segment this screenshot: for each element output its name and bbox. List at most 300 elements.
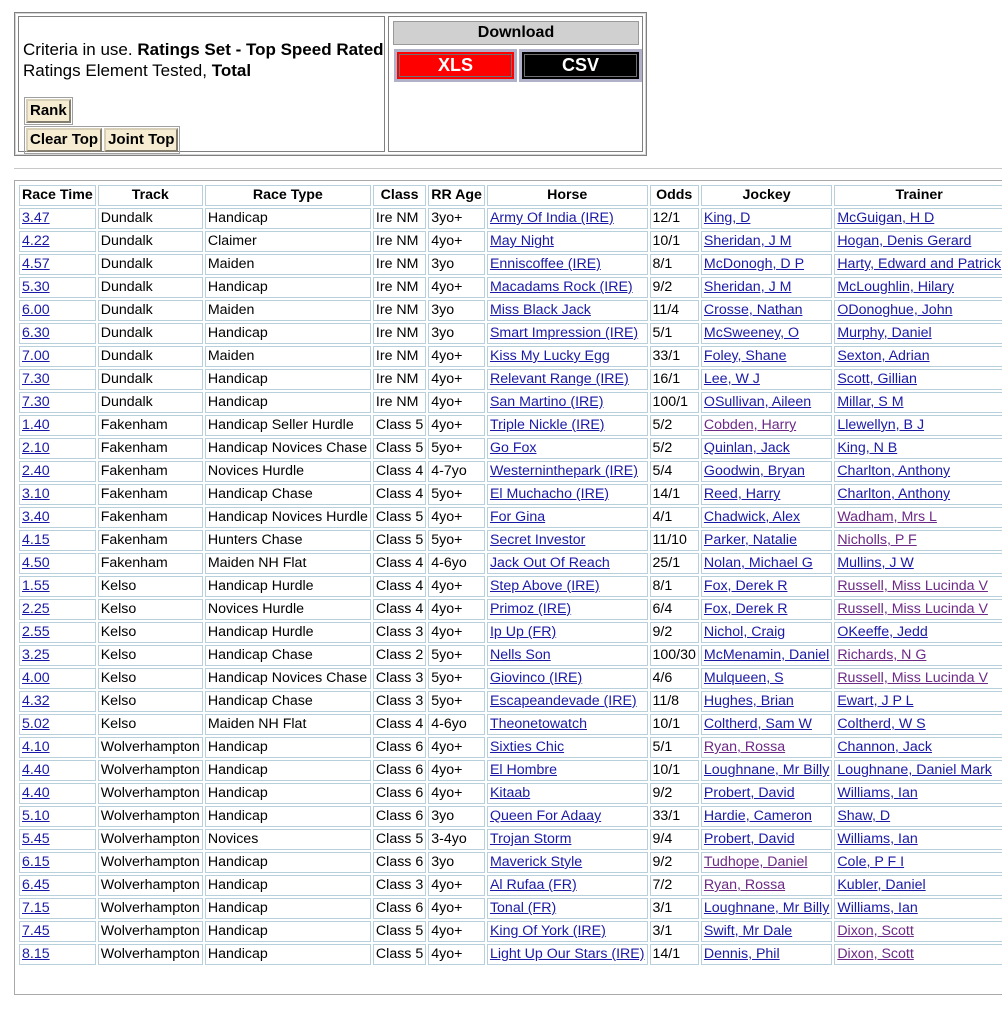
jockey-cell <box>701 622 832 643</box>
trainer-link[interactable]: Dixon, Scott <box>837 923 914 939</box>
horse-cell <box>487 737 648 758</box>
download-csv-button[interactable]: CSV <box>519 49 642 82</box>
trainer-cell <box>834 714 1002 735</box>
jockey-link[interactable]: Foley, Shane <box>703 348 787 364</box>
trainer-link[interactable]: Murphy, Daniel <box>837 325 932 341</box>
odds-cell: 14/1 <box>650 484 699 505</box>
horse-link[interactable]: Trojan Storm <box>489 831 572 847</box>
jockey-link[interactable]: Ryan, Rossa <box>703 877 786 893</box>
type-cell: Handicap Chase <box>205 645 371 666</box>
race-time-link[interactable]: 7.30 <box>22 371 50 387</box>
trainer-link[interactable]: Channon, Jack <box>837 739 932 755</box>
horse-link[interactable]: King Of York (IRE) <box>489 923 606 939</box>
horse-link[interactable]: Secret Investor <box>489 532 586 548</box>
age-cell: 4yo+ <box>428 944 485 965</box>
jockey-link[interactable]: King, D <box>703 210 751 226</box>
race-time-link[interactable]: 4.10 <box>22 739 50 755</box>
age-cell: 4yo+ <box>428 392 485 413</box>
jockey-link[interactable]: Goodwin, Bryan <box>703 463 805 479</box>
time-cell <box>19 645 96 666</box>
class-cell: Class 6 <box>373 806 426 827</box>
trainer-cell <box>834 622 1002 643</box>
horse-link[interactable]: Kiss My Lucky Egg <box>489 348 610 364</box>
horse-link[interactable]: Giovinco (IRE) <box>489 670 583 686</box>
horse-link[interactable]: El Hombre <box>489 762 557 778</box>
horse-link[interactable]: Go Fox <box>489 440 537 456</box>
jockey-cell <box>701 231 832 252</box>
jockey-cell <box>701 668 832 689</box>
table-row <box>19 392 1002 413</box>
horse-link[interactable]: Westerninthepark (IRE) <box>489 463 638 479</box>
class-cell: Class 5 <box>373 829 426 850</box>
time-cell <box>19 553 96 574</box>
race-time-link[interactable]: 3.10 <box>22 486 50 502</box>
jockey-link[interactable]: Crosse, Nathan <box>703 302 803 318</box>
trainer-link[interactable]: Kubler, Daniel <box>837 877 926 893</box>
type-cell: Handicap <box>205 208 371 229</box>
age-cell: 3-4yo <box>428 829 485 850</box>
time-cell <box>19 392 96 413</box>
odds-cell: 11/10 <box>650 530 699 551</box>
odds-cell: 10/1 <box>650 714 699 735</box>
track-cell: Dundalk <box>98 277 203 298</box>
type-cell: Handicap <box>205 760 371 781</box>
age-cell: 4yo+ <box>428 507 485 528</box>
odds-cell: 11/8 <box>650 691 699 712</box>
trainer-link[interactable]: King, N B <box>837 440 898 456</box>
trainer-link[interactable]: Williams, Ian <box>837 785 918 801</box>
age-cell: 5yo+ <box>428 691 485 712</box>
trainer-link[interactable]: Hogan, Denis Gerard <box>837 233 972 249</box>
trainer-link[interactable]: Shaw, D <box>837 808 891 824</box>
horse-link[interactable]: El Muchacho (IRE) <box>489 486 610 502</box>
trainer-cell <box>834 691 1002 712</box>
race-time-link[interactable]: 5.02 <box>22 716 50 732</box>
class-cell: Class 4 <box>373 576 426 597</box>
track-cell: Dundalk <box>98 300 203 321</box>
download-heading: Download <box>393 21 639 45</box>
trainer-link[interactable]: McGuigan, H D <box>837 210 935 226</box>
horse-cell <box>487 783 648 804</box>
jockey-link[interactable]: Sheridan, J M <box>703 279 792 295</box>
trainer-link[interactable]: Charlton, Anthony <box>837 463 951 479</box>
trainer-link[interactable]: Richards, N G <box>837 647 927 663</box>
horse-link[interactable]: Escapeandevade (IRE) <box>489 693 637 709</box>
jockey-link[interactable]: Fox, Derek R <box>703 578 788 594</box>
jockey-cell <box>701 944 832 965</box>
time-cell <box>19 507 96 528</box>
trainer-link[interactable]: Dixon, Scott <box>837 946 914 962</box>
track-cell: Fakenham <box>98 415 203 436</box>
type-cell: Claimer <box>205 231 371 252</box>
horse-link[interactable]: Sixties Chic <box>489 739 565 755</box>
horse-cell <box>487 875 648 896</box>
jockey-link[interactable]: Quinlan, Jack <box>703 440 790 456</box>
race-time-link[interactable]: 7.00 <box>22 348 50 364</box>
trainer-link[interactable]: McLoughlin, Hilary <box>837 279 955 295</box>
horse-link[interactable]: Al Rufaa (FR) <box>489 877 577 893</box>
col-header-race-type: Race Type <box>205 185 371 206</box>
trainer-cell <box>834 277 1002 298</box>
rank-button[interactable]: Rank <box>26 99 71 123</box>
class-cell: Class 6 <box>373 898 426 919</box>
jockey-link[interactable]: Swift, Mr Dale <box>703 923 793 939</box>
horse-cell <box>487 599 648 620</box>
trainer-cell <box>834 346 1002 367</box>
trainer-link[interactable]: Loughnane, Daniel Mark <box>837 762 992 778</box>
top-buttons-group <box>24 126 180 154</box>
race-time-link[interactable]: 3.47 <box>22 210 50 226</box>
horse-link[interactable]: Light Up Our Stars (IRE) <box>489 946 645 962</box>
track-cell: Dundalk <box>98 369 203 390</box>
table-row <box>19 760 1002 781</box>
race-time-link[interactable]: 3.25 <box>22 647 50 663</box>
race-time-link[interactable]: 6.15 <box>22 854 50 870</box>
race-time-link[interactable]: 6.30 <box>22 325 50 341</box>
time-cell <box>19 944 96 965</box>
horse-link[interactable]: Army Of India (IRE) <box>489 210 614 226</box>
clear-top-button[interactable]: Clear Top <box>26 128 102 152</box>
track-cell: Fakenham <box>98 553 203 574</box>
class-cell: Class 4 <box>373 714 426 735</box>
trainer-link[interactable]: Williams, Ian <box>837 900 918 916</box>
class-cell: Class 5 <box>373 415 426 436</box>
jockey-link[interactable]: Hughes, Brian <box>703 693 794 709</box>
type-cell: Maiden <box>205 254 371 275</box>
time-cell <box>19 875 96 896</box>
trainer-cell <box>834 760 1002 781</box>
race-time-link[interactable]: 4.40 <box>22 762 50 778</box>
track-cell: Fakenham <box>98 438 203 459</box>
criteria-cell <box>18 16 385 152</box>
race-time-link[interactable]: 2.10 <box>22 440 50 456</box>
table-row <box>19 254 1002 275</box>
race-time-link[interactable]: 7.30 <box>22 394 50 410</box>
horse-cell <box>487 553 648 574</box>
race-time-link[interactable]: 1.55 <box>22 578 50 594</box>
time-cell <box>19 829 96 850</box>
trainer-cell <box>834 231 1002 252</box>
type-cell: Novices Hurdle <box>205 461 371 482</box>
jockey-link[interactable]: Mulqueen, S <box>703 670 784 686</box>
race-time-link[interactable]: 2.25 <box>22 601 50 617</box>
horse-link[interactable]: Maverick Style <box>489 854 583 870</box>
jockey-cell <box>701 530 832 551</box>
jockey-cell <box>701 783 832 804</box>
trainer-link[interactable]: Scott, Gillian <box>837 371 917 387</box>
race-time-link[interactable]: 6.45 <box>22 877 50 893</box>
jockey-link[interactable]: Coltherd, Sam W <box>703 716 812 732</box>
download-cell <box>388 16 643 152</box>
odds-cell: 5/1 <box>650 323 699 344</box>
horse-link[interactable]: Primoz (IRE) <box>489 601 572 617</box>
jockey-link[interactable]: Loughnane, Mr Billy <box>703 762 830 778</box>
type-cell: Novices <box>205 829 371 850</box>
trainer-link[interactable]: Wadham, Mrs L <box>837 509 937 525</box>
race-time-link[interactable]: 5.10 <box>22 808 50 824</box>
time-cell <box>19 599 96 620</box>
horse-link[interactable]: Enniscoffee (IRE) <box>489 256 601 272</box>
class-cell: Class 3 <box>373 668 426 689</box>
trainer-link[interactable]: Nicholls, P F <box>837 532 917 548</box>
table-row <box>19 783 1002 804</box>
horse-link[interactable]: Miss Black Jack <box>489 302 591 318</box>
jockey-link[interactable]: McDonogh, D P <box>703 256 805 272</box>
jockey-link[interactable]: Fox, Derek R <box>703 601 788 617</box>
odds-cell: 25/1 <box>650 553 699 574</box>
age-cell: 4yo+ <box>428 875 485 896</box>
race-time-link[interactable]: 6.00 <box>22 302 50 318</box>
time-cell <box>19 530 96 551</box>
horse-link[interactable]: Theonetowatch <box>489 716 587 732</box>
trainer-cell <box>834 599 1002 620</box>
trainer-link[interactable]: Millar, S M <box>837 394 904 410</box>
horse-cell <box>487 898 648 919</box>
trainer-cell <box>834 323 1002 344</box>
trainer-link[interactable]: Coltherd, W S <box>837 716 926 732</box>
trainer-cell <box>834 530 1002 551</box>
race-time-link[interactable]: 8.15 <box>22 946 50 962</box>
type-cell: Handicap <box>205 875 371 896</box>
race-time-link[interactable]: 4.57 <box>22 256 50 272</box>
class-cell: Ire NM <box>373 323 426 344</box>
jockey-link[interactable]: Hardie, Cameron <box>703 808 812 824</box>
horse-cell <box>487 944 648 965</box>
trainer-link[interactable]: Ewart, J P L <box>837 693 914 709</box>
trainer-cell <box>834 369 1002 390</box>
race-time-link[interactable]: 2.40 <box>22 463 50 479</box>
section-divider <box>14 168 1002 169</box>
jockey-link[interactable]: Parker, Natalie <box>703 532 797 548</box>
joint-top-button[interactable]: Joint Top <box>104 128 178 152</box>
trainer-cell <box>834 898 1002 919</box>
horse-link[interactable]: For Gina <box>489 509 546 525</box>
jockey-cell <box>701 300 832 321</box>
horse-cell <box>487 921 648 942</box>
trainer-cell <box>834 300 1002 321</box>
horse-cell <box>487 760 648 781</box>
horse-link[interactable]: Queen For Adaay <box>489 808 602 824</box>
class-cell: Class 4 <box>373 484 426 505</box>
time-cell <box>19 783 96 804</box>
jockey-cell <box>701 438 832 459</box>
jockey-link[interactable]: Probert, David <box>703 785 795 801</box>
horse-link[interactable]: Nells Son <box>489 647 551 663</box>
horse-link[interactable]: Kitaab <box>489 785 531 801</box>
col-header-trainer: Trainer <box>834 185 1002 206</box>
jockey-cell <box>701 346 832 367</box>
horse-link[interactable]: Ip Up (FR) <box>489 624 557 640</box>
horse-link[interactable]: Jack Out Of Reach <box>489 555 610 571</box>
class-cell: Ire NM <box>373 300 426 321</box>
table-row <box>19 438 1002 459</box>
horse-link[interactable]: San Martino (IRE) <box>489 394 604 410</box>
type-cell: Handicap Hurdle <box>205 576 371 597</box>
age-cell: 4yo+ <box>428 415 485 436</box>
age-cell: 4yo+ <box>428 921 485 942</box>
track-cell: Dundalk <box>98 254 203 275</box>
race-time-link[interactable]: 3.40 <box>22 509 50 525</box>
horse-link[interactable]: Triple Nickle (IRE) <box>489 417 605 433</box>
race-time-link[interactable]: 5.30 <box>22 279 50 295</box>
class-cell: Class 5 <box>373 438 426 459</box>
class-cell: Class 5 <box>373 921 426 942</box>
horse-link[interactable]: Step Above (IRE) <box>489 578 600 594</box>
time-cell <box>19 691 96 712</box>
jockey-link[interactable]: Nichol, Craig <box>703 624 786 640</box>
jockey-link[interactable]: Dennis, Phil <box>703 946 780 962</box>
table-row <box>19 944 1002 965</box>
jockey-link[interactable]: McMenamin, Daniel <box>703 647 830 663</box>
jockey-cell <box>701 852 832 873</box>
type-cell: Handicap <box>205 369 371 390</box>
race-time-link[interactable]: 4.00 <box>22 670 50 686</box>
trainer-cell <box>834 875 1002 896</box>
age-cell: 5yo+ <box>428 668 485 689</box>
table-row <box>19 806 1002 827</box>
age-cell: 5yo+ <box>428 484 485 505</box>
age-cell: 3yo+ <box>428 208 485 229</box>
time-cell <box>19 714 96 735</box>
age-cell: 4-6yo <box>428 553 485 574</box>
horse-cell <box>487 346 648 367</box>
race-time-link[interactable]: 4.32 <box>22 693 50 709</box>
header-row <box>19 185 1002 206</box>
horse-cell <box>487 484 648 505</box>
table-row <box>19 576 1002 597</box>
odds-cell: 3/1 <box>650 898 699 919</box>
odds-cell: 3/1 <box>650 921 699 942</box>
horse-cell <box>487 415 648 436</box>
trainer-cell <box>834 806 1002 827</box>
odds-cell: 100/30 <box>650 645 699 666</box>
type-cell: Handicap Chase <box>205 691 371 712</box>
trainer-link[interactable]: ODonoghue, John <box>837 302 953 318</box>
track-cell: Fakenham <box>98 530 203 551</box>
trainer-link[interactable]: Llewellyn, B J <box>837 417 925 433</box>
track-cell: Dundalk <box>98 231 203 252</box>
jockey-link[interactable]: Reed, Harry <box>703 486 781 502</box>
horse-cell <box>487 714 648 735</box>
age-cell: 3yo <box>428 323 485 344</box>
age-cell: 3yo <box>428 806 485 827</box>
time-cell <box>19 898 96 919</box>
table-row <box>19 231 1002 252</box>
trainer-link[interactable]: OKeeffe, Jedd <box>837 624 928 640</box>
class-cell: Class 6 <box>373 783 426 804</box>
track-cell: Wolverhampton <box>98 783 203 804</box>
time-cell <box>19 921 96 942</box>
table-row <box>19 553 1002 574</box>
jockey-link[interactable]: Nolan, Michael G <box>703 555 813 571</box>
age-cell: 5yo+ <box>428 438 485 459</box>
criteria-panel <box>14 12 647 156</box>
race-time-link[interactable]: 4.40 <box>22 785 50 801</box>
age-cell: 4yo+ <box>428 737 485 758</box>
horse-cell <box>487 461 648 482</box>
jockey-link[interactable]: Sheridan, J M <box>703 233 792 249</box>
age-cell: 4yo+ <box>428 231 485 252</box>
type-cell: Handicap <box>205 852 371 873</box>
race-time-link[interactable]: 4.15 <box>22 532 50 548</box>
jockey-link[interactable]: Tudhope, Daniel <box>703 854 808 870</box>
race-time-link[interactable]: 5.45 <box>22 831 50 847</box>
jockey-cell <box>701 553 832 574</box>
race-time-link[interactable]: 4.22 <box>22 233 50 249</box>
race-time-link[interactable]: 1.40 <box>22 417 50 433</box>
jockey-link[interactable]: Ryan, Rossa <box>703 739 786 755</box>
trainer-link[interactable]: Mullins, J W <box>837 555 914 571</box>
jockey-link[interactable]: McSweeney, O <box>703 325 800 341</box>
jockey-cell <box>701 208 832 229</box>
horse-link[interactable]: May Night <box>489 233 554 249</box>
time-cell <box>19 760 96 781</box>
trainer-link[interactable]: Sexton, Adrian <box>837 348 930 364</box>
trainer-link[interactable]: Cole, P F I <box>837 854 905 870</box>
type-cell: Handicap <box>205 806 371 827</box>
class-cell: Class 3 <box>373 691 426 712</box>
jockey-link[interactable]: Lee, W J <box>703 371 760 387</box>
horse-link[interactable]: Macadams Rock (IRE) <box>489 279 633 295</box>
horse-link[interactable]: Smart Impression (IRE) <box>489 325 639 341</box>
track-cell: Kelso <box>98 714 203 735</box>
trainer-link[interactable]: Russell, Miss Lucinda V <box>837 601 988 617</box>
trainer-link[interactable]: Charlton, Anthony <box>837 486 951 502</box>
horse-cell <box>487 530 648 551</box>
horse-cell <box>487 438 648 459</box>
time-cell <box>19 208 96 229</box>
horse-link[interactable]: Relevant Range (IRE) <box>489 371 629 387</box>
trainer-link[interactable]: Russell, Miss Lucinda V <box>837 578 988 594</box>
trainer-cell <box>834 461 1002 482</box>
table-row <box>19 645 1002 666</box>
jockey-link[interactable]: Probert, David <box>703 831 795 847</box>
download-xls-button[interactable]: XLS <box>394 49 517 82</box>
criteria-text <box>23 39 384 81</box>
jockey-link[interactable]: Chadwick, Alex <box>703 509 801 525</box>
race-time-link[interactable]: 2.55 <box>22 624 50 640</box>
jockey-cell <box>701 369 832 390</box>
track-cell: Wolverhampton <box>98 921 203 942</box>
jockey-cell <box>701 323 832 344</box>
horse-cell <box>487 369 648 390</box>
race-time-link[interactable]: 7.15 <box>22 900 50 916</box>
table-row <box>19 599 1002 620</box>
race-time-link[interactable]: 4.50 <box>22 555 50 571</box>
trainer-link[interactable]: Harty, Edward and Patrick <box>837 256 1002 272</box>
class-cell: Class 3 <box>373 875 426 896</box>
race-time-link[interactable]: 7.45 <box>22 923 50 939</box>
jockey-link[interactable]: Loughnane, Mr Billy <box>703 900 830 916</box>
horse-link[interactable]: Tonal (FR) <box>489 900 557 916</box>
track-cell: Wolverhampton <box>98 875 203 896</box>
horse-cell <box>487 231 648 252</box>
odds-cell: 5/4 <box>650 461 699 482</box>
table-row <box>19 898 1002 919</box>
track-cell: Fakenham <box>98 461 203 482</box>
table-row <box>19 530 1002 551</box>
jockey-link[interactable]: Cobden, Harry <box>703 417 797 433</box>
age-cell: 4yo+ <box>428 622 485 643</box>
jockey-cell <box>701 737 832 758</box>
trainer-cell <box>834 852 1002 873</box>
jockey-link[interactable]: OSullivan, Aileen <box>703 394 812 410</box>
horse-cell <box>487 576 648 597</box>
type-cell: Handicap Hurdle <box>205 622 371 643</box>
trainer-link[interactable]: Russell, Miss Lucinda V <box>837 670 988 686</box>
trainer-link[interactable]: Williams, Ian <box>837 831 918 847</box>
trainer-cell <box>834 829 1002 850</box>
